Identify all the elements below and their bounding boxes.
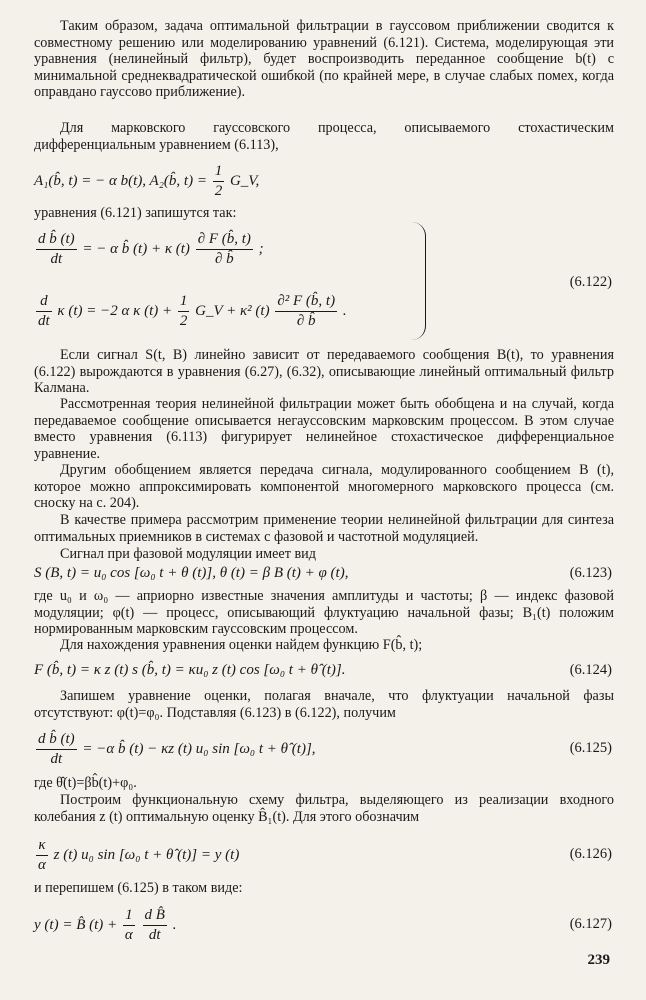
equation-127-frac1: $\frac{1}{\alpha}$ xyxy=(124,907,133,943)
paragraph-2: Для марковского гауссовского процесса, описываемого стохастическим дифференциальным уравнением (6.113), xyxy=(34,120,614,153)
equation-124: F (b̂, t) = κ z (t) s (b̂, t) = κu₀ z (t) cos [ω₀ t + θ̂ (t)]. xyxy=(34,662,346,678)
equation-126-lhs: $\frac{\kappa}{\alpha}$ xyxy=(38,837,46,873)
equation-122b-rhs: $\frac{\text{∂² F (b̂, t)}}{\partial b̂}$ xyxy=(277,293,336,329)
paragraph-10: Для нахождения уравнения оценки найдем функцию F(b̂, t); xyxy=(60,637,423,653)
equation-127-frac2: $\frac{\text{d B̂}}{dt}$ xyxy=(144,907,165,943)
equation-127-lhs: y (t) = B̂ (t) + xyxy=(34,916,118,933)
paragraph-3: уравнения (6.121) запишутся так: xyxy=(34,205,237,221)
paragraph-9: где u₀ и ω₀ — априорно известные значения амплитуды и частоты; β — индекс фазовой модуляции; φ(t) — процесс, описывающий флуктуацию начальной фазы; B₁(t) положим нормированным марковским гауссовским процессом. xyxy=(34,588,614,638)
paragraph-13: Построим функциональную схему фильтра, выделяющего из реализации входного колебания z (t) оптимальную оценку B̂₁(t). Для этого обозначим xyxy=(34,792,614,825)
paragraph-7: В качестве примера рассмотрим применение теории нелинейной фильтрации для синтеза оптимальных приемников в системах с фазовой и частотной модуляцией. xyxy=(34,512,614,545)
equation-122b-period: . xyxy=(342,302,347,319)
equation-123: S (B, t) = u₀ cos [ω₀ t + θ (t)], θ (t) = β B (t) + φ (t), xyxy=(34,565,349,581)
equation-a-text: A₁(b̂, t) = − α b(t), A₂(b̂, t) = xyxy=(34,172,207,189)
equation-122b-tail: G_V + κ² (t) xyxy=(195,302,270,319)
paragraph-5: Рассмотренная теория нелинейной фильтрации может быть обобщена и на случай, когда передаваемое сообщение описывается негауссовским марковским процессом. В этом случае вместо уравнения (6.113) фигурирует нелинейное стохастическое дифференциальное уравнение. xyxy=(34,396,614,462)
paragraph-11: Запишем уравнение оценки, полагая вначале, что флуктуации начальной фазы отсутствуют: φ(t)=φ₀. Подставляя (6.123) в (6.122), получим xyxy=(34,688,614,721)
system-brace xyxy=(411,222,426,340)
equation-125 xyxy=(34,730,316,769)
equation-122a-rhs: $\frac{\partial F (b̂, t)}{\partial b̂}$ xyxy=(197,231,251,267)
paragraph-1: Таким образом, задача оптимальной фильтрации в гауссовом приближении сводится к совместному решению или моделированию уравнений (6.121). Система, моделирующая эти уравнения (нелинейный фильтр), будет воспроизводить переданное сообщение b(t) с минимальной среднеквадратической ошибкой (по крайней мере, в случае слабых помех, когда оправдано гауссово приближение). xyxy=(34,18,614,101)
equation-122b-mid: κ (t) = −2 α κ (t) + xyxy=(57,302,173,319)
equation-122b xyxy=(34,292,347,331)
equation-122b-half: $\frac{1}{2}$ xyxy=(179,293,188,329)
equation-number-124: (6.124) xyxy=(569,662,612,678)
paragraph-12: где θ̂(t)=βb̂(t)+φ₀. xyxy=(34,775,137,791)
paragraph-8: Сигнал при фазовой модуляции имеет вид xyxy=(60,546,316,562)
equation-number-122: (6.122) xyxy=(569,274,612,290)
equation-122b-lhs: $\frac{d}{dt}$ xyxy=(38,293,50,329)
paragraph-14: и перепишем (6.125) в таком виде: xyxy=(34,880,243,896)
equation-a-coefficients xyxy=(34,162,259,201)
paragraph-6: Другим обобщением является передача сигнала, модулированного сообщением B (t), которое можно аппроксимировать компонентой многомерного марковского процесса (см. сноску на с. 204). xyxy=(34,462,614,512)
equation-122a xyxy=(34,230,264,269)
equation-122a-lhs: $\frac{\text{d b̂ (t)}}{dt}$ xyxy=(38,231,75,267)
equation-number-123: (6.123) xyxy=(569,565,612,581)
equation-126-rhs: z (t) u₀ sin [ω₀ t + θ̂ (t)] = y (t) xyxy=(53,846,240,863)
page-number: 239 xyxy=(587,952,610,968)
equation-a-tail: G_V, xyxy=(229,172,260,189)
equation-127 xyxy=(34,906,176,945)
equation-125-rhs: = −α b̂ (t) − κz (t) u₀ sin [ω₀ t + θ̂ (t)], xyxy=(82,740,316,757)
paragraph-4: Если сигнал S(t, B) линейно зависит от передаваемого сообщения B(t), то уравнения (6.122) вырождаются в уравнения (6.27), (6.32), описывающие линейный оптимальный фильтр Калмана. xyxy=(34,347,614,397)
equation-number-126: (6.126) xyxy=(569,846,612,862)
equation-a-half: $\frac{1}{2}$ xyxy=(214,163,223,199)
equation-127-period: . xyxy=(172,916,177,933)
equation-number-127: (6.127) xyxy=(569,916,612,932)
equation-122a-mid: = − α b̂ (t) + κ (t) xyxy=(82,240,190,257)
equation-126 xyxy=(34,836,239,875)
equation-125-lhs: $\frac{\text{d b̂ (t)}}{dt}$ xyxy=(38,731,75,767)
equation-122a-semicolon: ; xyxy=(258,240,264,257)
equation-number-125: (6.125) xyxy=(569,740,612,756)
